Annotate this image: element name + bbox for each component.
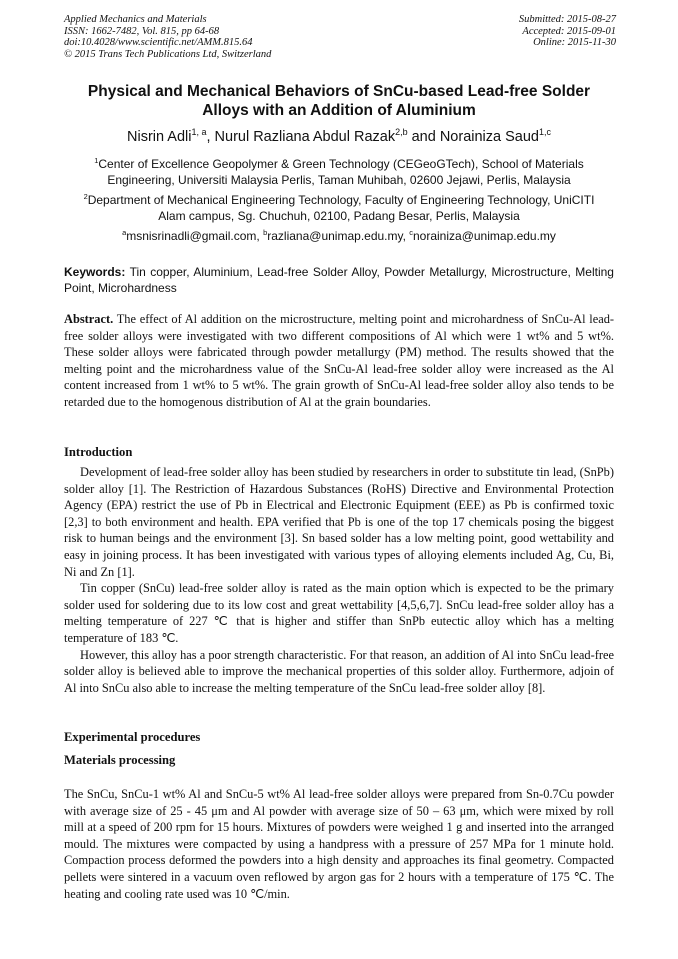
online-date: Online: 2015-11-30 xyxy=(533,37,616,48)
subsection-heading-materials: Materials processing xyxy=(64,753,176,767)
submitted-date: Submitted: 2015-08-27 xyxy=(518,14,616,25)
abstract-text: The effect of Al addition on the microstructure, melting point and microhardness of SnCu-Al lead-free solder alloys were investigated with two different compositions of Al which were 1 wt% and 5 wt%. These solder alloys were fabricated through powder metallurgy (PM) method. The results showed that the melting point and the microhardness value of the SnCu-Al lead-free solder alloy were increased as the Al content increased from 1 wt% to 5 wt%. The grain growth of SnCu-Al lead-free solder alloy also tends to be retarded due to the homogenous distribution of Al at the grain boundaries. xyxy=(64,312,615,409)
email-link[interactable]: razliana@unimap.edu.my, xyxy=(267,229,410,243)
paragraph: Tin copper (SnCu) lead-free solder alloy is rated as the main option which is expected to be the primary solder used for soldering due to its low cost and great wettability [4,5,6,7]. SnCu lead-free solder alloy has a melting temperature of 227 ℃ that is higher and stiffer than SnPb eutectic alloy which has a melting temperature of 183 ℃. xyxy=(64,581,614,645)
copyright: © 2015 Trans Tech Publications Ltd, Switzerland xyxy=(64,48,272,60)
email-link[interactable]: norainiza@unimap.edu.my xyxy=(413,229,556,243)
section-heading-introduction: Introduction xyxy=(64,445,133,459)
author-name: Norainiza Saud xyxy=(439,129,539,145)
keywords xyxy=(64,264,614,296)
keywords-label: Keywords: xyxy=(64,265,126,279)
paragraph: Development of lead-free solder alloy has been studied by researchers in order to substitute tin lead, (SnPb) solder alloy [1]. The Restriction of Hazardous Substances (RoHS) Directive and Environmental Protection Agency (EPA) restrict the use of Pb in Electrical and Electronic Equipment (EEE) as Pb is confirmed toxic [2,3] to both environment and health. EPA verified that Pb is one of the top 17 chemicals posing the biggest risk to human beings and the environment [3]. Sn based solder has a low melting point, good wettability and easy in joining process. It has been investigated with various types of alloying elements included Ag, Cu, Bi, Ni and Zn [1]. xyxy=(64,465,614,579)
author-emails: $^a$msnisrinadli@gmail.com, $^b$razliana@unimap.edu.my, $^c$norainiza@unimap.edu.my xyxy=(122,228,556,243)
author-superscript: 1, a xyxy=(191,127,207,138)
keywords-text: Tin copper, Aluminium, Lead-free Solder Alloy, Powder Metallurgy, Microstructure, Melting Point, Microhardness xyxy=(64,265,614,295)
author-superscript: 1,c xyxy=(538,127,551,138)
journal-name: Applied Mechanics and Materials xyxy=(64,14,207,25)
issn: ISSN: 1662-7482, Vol. 815, pp 64-68 xyxy=(64,25,220,37)
author-list: Nisrin Adli$^{1, a}$, Nurul Razliana Abdul Razak$^{2,b}$ and Norainiza Saud$^{1,c}$ xyxy=(127,127,551,145)
journal-info xyxy=(64,14,271,60)
author-name: Nisrin Adli xyxy=(127,129,192,145)
abstract xyxy=(64,311,614,411)
affiliation-1: $^1$Center of Excellence Geopolymer & Green Technology (CEGeoGTech), School of Materials Engineering, Universiti Malaysia Perlis, Taman Muhibah, 02600 Jejawi, Perlis, Malaysia xyxy=(94,156,584,187)
doi: doi:10.4028/www.scientific.net/AMM.815.64 xyxy=(64,37,253,48)
introduction-section xyxy=(64,464,614,696)
abstract-label: Abstract. xyxy=(64,312,114,326)
materials-section xyxy=(64,786,614,902)
author-superscript: 2,b xyxy=(395,127,408,138)
affiliation-2: $^2$Department of Mechanical Engineering Technology, Faculty of Engineering Technology, UniCITI Alam campus, Sg. Chuchuh, 02100, Padang Besar, Perlis, Malaysia xyxy=(83,192,595,223)
paragraph: However, this alloy has a poor strength characteristic. For that reason, an addition of Al into SnCu lead-free solder alloy is believed able to improve the mechanical properties of this solder alloy. Furthermore, adjoin of Al into SnCu also able to increase the melting temperature of the SnCu lead-free solder alloy [8]. xyxy=(64,647,614,695)
paper-title: Physical and Mechanical Behaviors of SnCu-based Lead-free Solder Alloys with an Addition of Aluminium xyxy=(87,83,591,119)
email-link[interactable]: msnisrinadli@gmail.com, xyxy=(126,229,264,243)
publication-dates xyxy=(519,14,616,49)
accepted-date: Accepted: 2015-09-01 xyxy=(522,25,616,37)
author-name: Nurul Razliana Abdul Razak xyxy=(214,129,396,145)
paragraph: The SnCu, SnCu-1 wt% Al and SnCu-5 wt% Al lead-free solder alloys were prepared from Sn-0.7Cu powder with average size of 25 - 45 μm and Al powder with average size of 50 – 63 μm, which were mixed by roll mill at a speed of 200 rpm for 15 hours. Mixtures of powders were weighed 1 g and inserted into the arranged mould. The mixtures were compacted by using a handpress with a pressure of 257 MPa for 1 minute hold. Compaction process deformed the powders into a high density and approaches its final geometry. Compacted pellets were sintered in a vacuum oven reflowed by argon gas for 2 hours with a temperature of 175 ℃. The heating and cooling rate used was 10 ℃/min. xyxy=(64,787,614,901)
section-heading-experimental: Experimental procedures xyxy=(64,730,201,744)
